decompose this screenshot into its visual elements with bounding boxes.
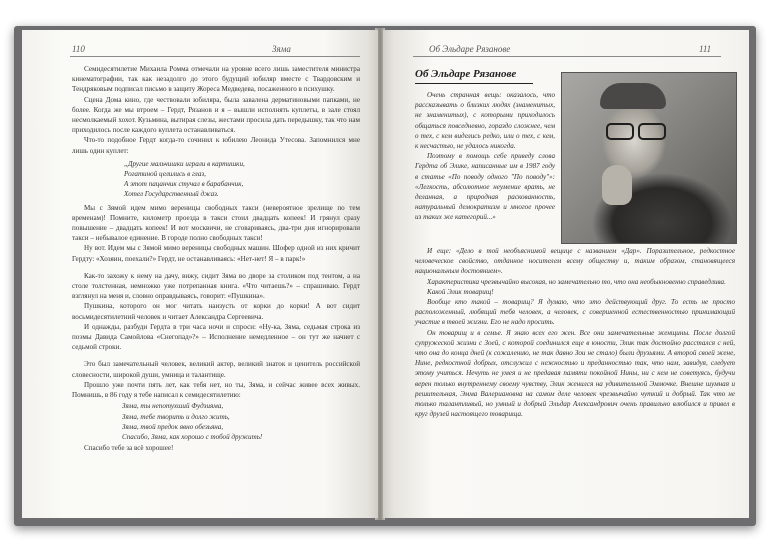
paragraph: Очень странная вещь: оказалось, что рассказывать о близких людях (знаменитых, не знаменитых), с которыми приходилось общаться повседневно, гораздо сложнее, чем о тех, с кем виделись редко, или о тех, с кем, к несчастью, не удалось никогда. [415, 91, 555, 151]
paragraph: Как-то захожу к нему на дачу, вижу, сидит Зяма во дворе за столиком под тентом, а на столе толстенная, немножко уже потрепанная книга. «Что читаешь?» – спрашиваю. Гердт взглянул на меня и, словно оправдываясь, говорит: «Пушкина». [72, 271, 360, 301]
closing-line: Спасибо тебе за всё хорошее! [84, 444, 174, 453]
poem-stanza [122, 401, 360, 442]
paragraph: Характеристика чрезвычайно высокая, но замечательно то, что она необыкновенно справедлива. [427, 277, 726, 286]
left-text-column [72, 64, 360, 453]
poem-line: Хотел Государственный джаз. [124, 190, 219, 199]
glasses-icon [606, 123, 668, 137]
paragraph: Прошло уже почти пять лет, как тебя нет, но ты, Зяма, и сейчас живее всех живых. Помнишь, в 86 году я тебе написал к семидесятилетию: [72, 380, 360, 400]
paragraph: Семидесятилетие Михаила Ромма отмечали на уровне всего лишь заместителя министра кинематографии, так как незадолго до этого будущий юбиляр вместе с Твардовским и Тендряковым подписал письмо в защиту Жореса Медведева, посаженного в психушку. [72, 65, 360, 94]
beside-photo-column [415, 90, 555, 223]
portrait-photo [561, 72, 737, 244]
poem-line: Зяма, ты непотухший Фудзияма, [122, 402, 224, 411]
paragraph: Это был замечательный человек, великий актер, великий знаток и ценитель российской словесности, широкой души, умница и талантище. [72, 360, 360, 379]
left-page [22, 30, 378, 518]
right-running-head: Об Эльдаре Рязанове [429, 44, 511, 54]
paragraph: И однажды, разбуди Гердта в три часа ночи и спроси: «Ну-ка, Зяма, седьмая строка из поэмы Давида Самойлова «Снегопад»?» – Исполнение немедленное – он тут же начнет с седьмой строки. [72, 322, 360, 352]
poem-stanza [124, 159, 360, 200]
section-title: Об Эльдаре Рязанове [415, 68, 517, 80]
title-underline [415, 83, 533, 84]
paragraph: Что-то подобное Гердт когда-то сочинил к юбилею Леонида Утесова. Запомнился мне лишь один куплет: [72, 136, 360, 155]
right-page [383, 30, 749, 518]
poem-line: „Другие мальчишки играли в картишки, [124, 159, 245, 168]
portrait-hair [600, 83, 666, 109]
poem-line: Спасибо, Зяма, как хорошо с тобой дружить! [122, 432, 263, 441]
paragraph: Вообще кто такой – товарищ? Я думаю, что это действующий друг. То есть не просто расположенный, любящий тебя человек, а человек, с совершенной естественностью принимающий участие в твоей жизни. Его не надо просить. [415, 298, 735, 327]
left-page-number: 110 [72, 44, 85, 54]
paragraph: Пушкина, которого он мог читать наизусть от корки до корки! А вот сидит восьмидесятилетний человек и читает Александра Сергеевича. [72, 302, 360, 321]
paragraph: Ну вот. Идем мы с Зямой мимо вереницы свободных машин. Шофер одной из них кричит Гердту: «Хозяин, поехали?» Гердт, не останавливаясь: «Нет-нет! Я – в парк!» [72, 244, 360, 263]
lens-right [638, 123, 666, 140]
left-running-head: Зяма [272, 44, 291, 54]
left-header-rule [70, 56, 360, 57]
right-page-number: 111 [699, 44, 712, 54]
paragraph: И еще: «Дело в той необъяснимой вещице с названием «Дар». Поразительное, редкостное человеческое свойство, отданное носителем всему обществу и, таким образом, становящееся национальным достоянием». [415, 247, 735, 276]
paragraph: Поэтому в помощь себе приведу слова Гердта об Элике, написанные им в 1987 году в статье «По поводу одного "По поводу"»: «Легкость, абсолютное неумение врать, не деланная, а природная раскованность, натуральный демократизм и многое прочее из таких же категорий...» [415, 152, 555, 222]
paragraph: Сцена Дома кино, где чествовали юбиляра, была завалена дерматиновыми папками, не более. Когда же мы втроем – Гердт, Рязанов и я – вышли исполнять куплеты, в зале стоял несмолкаемый хохот. Кузьмина, вытирая слезы, жестами просила дать передышку, так что нам приходилось после каждого куплета останавливаться. [72, 95, 360, 135]
portrait-hand [602, 165, 632, 205]
poem-line: А этот пацанчик стучал в барабанчик, [124, 180, 244, 189]
poem-line: Зяма, твой предок явно обезьяна, [122, 422, 224, 431]
paragraph: Мы с Зямой идем мимо вереницы свободных такси (невероятное зрелище по тем временам)! Помните, километр проезда в такси стоил двадцать копеек! И грянул сразу повышение – двадцать копеек! И вот москвичи, не сговариваясь, два-три дня игнорировали такси – небывалое единение. В городе полно свободных такси! [72, 203, 360, 243]
right-text-column [415, 246, 735, 419]
lens-left [606, 123, 634, 140]
poem-line: Зяма, тебе творить и долго жить, [122, 412, 230, 421]
poem-line: Рогатиной целились в глаз, [124, 170, 206, 179]
paragraph: Он товарищ и в семье. Я знаю всех его жен. Все они замечательные женщины. После долгой супружеской жизни с Зоей, с которой соединился еще в юности, Элик так достойно расстался с ней, что она до конца дней (к сожалению, не так давно Зои не стало) были друзьями. А второй своей жене, Нине, редкостной добрых, отслужил с нежностью и преданностью так, что нам, завидуя, следует этому учиться. Нечуть не умея и не предавая памяти покойной Нины, ни с кем не советуясь, будучи верен только внутреннему своему чувству, Элик женился на удивительной Эммочке. Внешне шумная и решительная, Эмма Валериановна на самом деле человек чрезвычайно чуткий и добрый. Так что не только талантливый, но умный и добрый Эльдар Александрович очень правильно влюбился и привел в круг друзей настоящего товарища. [415, 328, 735, 419]
paragraph: Какой Элик товарищ! [427, 287, 494, 296]
right-header-rule [413, 56, 721, 57]
